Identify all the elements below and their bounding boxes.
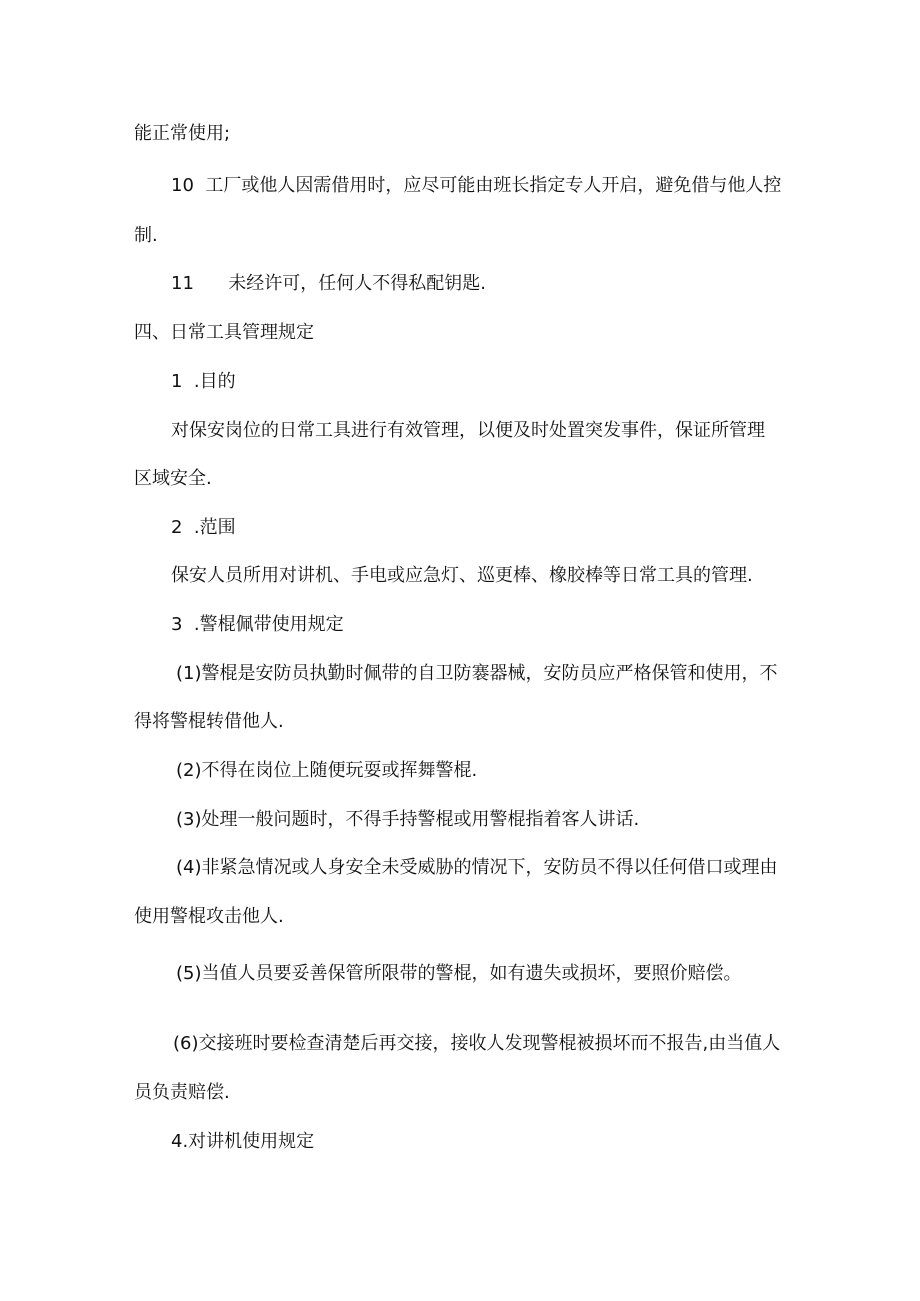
list-item: (6)交接班时要检查清楚后再交接，接收人发现警棍被损坏而不报告,由当值人	[173, 1033, 781, 1054]
subsection-heading: 3 .警棍佩带使用规定	[171, 614, 344, 635]
list-item: (1)警棍是安防员执勤时佩带的自卫防褰器械，安防员应严格保管和使用，不	[176, 663, 778, 684]
text-line: 能正常使用;	[134, 123, 231, 144]
text-line: 制.	[134, 225, 158, 246]
subsection-heading: 1 .目的	[171, 371, 236, 392]
list-item: (2)不得在岗位上随便玩耍或挥舞警棍.	[176, 760, 478, 781]
text-line: 对保安岗位的日常工具进行有效管理，以便及时处置突发事件，保证所管理	[171, 420, 765, 441]
list-item: (3)处理一般问题时，不得手持警棍或用警棍指着客人讲话.	[176, 809, 640, 830]
list-item: (4)非紧急情况或人身安全未受威胁的情况下，安防员不得以任何借口或理由	[176, 857, 778, 878]
text-line: 11 未经许可，任何人不得私配钥匙.	[171, 273, 486, 294]
text-line: 使用警棍攻击他人.	[134, 906, 284, 927]
text-line: 保安人员所用对讲机、手电或应急灯、巡更棒、橡胶棒等日常工具的管理.	[171, 565, 753, 586]
text-line: 员负责赔偿.	[134, 1082, 230, 1103]
subsection-heading: 2 .范围	[171, 517, 236, 538]
subsection-heading: 4.对讲机使用规定	[171, 1131, 315, 1152]
section-heading: 四、日常工具管理规定	[134, 322, 314, 343]
text-line: 区域安全.	[134, 468, 212, 489]
text-line: 得将警棍转借他人.	[134, 711, 284, 732]
text-line: 10 工厂或他人因需借用时，应尽可能由班长指定专人开启，避免借与他人控	[171, 175, 782, 196]
list-item: (5)当值人员要妥善保管所限带的警棍，如有遗失或损坏，要照价赔偿。	[176, 963, 742, 984]
